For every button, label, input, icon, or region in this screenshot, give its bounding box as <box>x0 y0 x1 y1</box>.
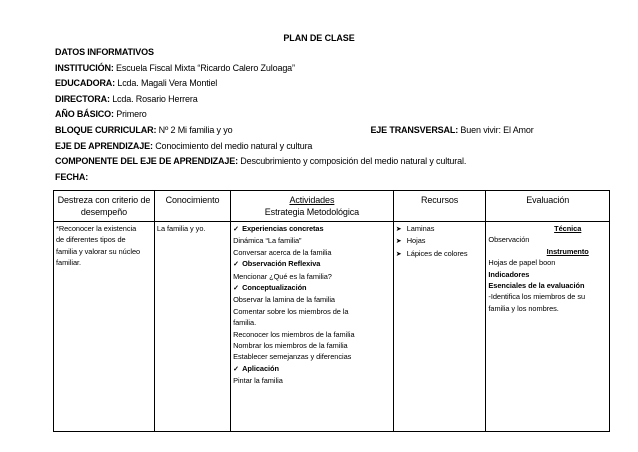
activity-heading-text: Experiencias concretas <box>242 224 324 233</box>
componente-value: Descubrimiento y composición del medio natural y cultural. <box>237 156 467 167</box>
header-destreza: Destreza con criterio de desempeño <box>54 191 155 222</box>
anio-value: Primero <box>113 109 147 120</box>
bloque-line <box>55 123 615 139</box>
educadora-line <box>55 76 615 92</box>
activity-line: Establecer semejanzas y diferencias <box>233 352 352 362</box>
cell-destreza <box>54 222 155 432</box>
activity-line: Comentar sobre los miembros de la <box>233 306 349 316</box>
activity-heading <box>233 363 391 375</box>
anio-label: AÑO BÁSICO: <box>55 109 114 120</box>
datos-label: DATOS INFORMATIVOS <box>55 47 154 57</box>
institucion-value: Escuela Fiscal Mixta “Ricardo Calero Zuloaga” <box>113 62 295 73</box>
directora-value: Lcda. Rosario Herrera <box>109 93 198 104</box>
recurso-text: Hojas <box>406 236 426 246</box>
eval-indicadores: Indicadores <box>488 269 530 279</box>
componente-label: COMPONENTE DEL EJE DE APRENDIZAJE: <box>55 156 238 167</box>
fecha-line <box>55 170 615 186</box>
activity-line: Conversar acerca de la familia <box>233 247 332 257</box>
header-conocimiento: Conocimiento <box>154 191 230 222</box>
checkmark-icon: ✓ <box>233 226 239 233</box>
page-title: PLAN DE CLASE <box>283 33 355 43</box>
bloque-label: BLOQUE CURRICULAR: <box>55 124 157 135</box>
activity-heading-text: Aplicación <box>242 363 279 373</box>
recurso-item <box>396 223 484 235</box>
cell-evaluacion <box>486 222 610 432</box>
cell-actividades <box>231 222 394 432</box>
eje-transversal-label: EJE TRANSVERSAL: <box>370 124 459 135</box>
directora-label: DIRECTORA: <box>55 93 110 104</box>
activity-line: Mencionar ¿Qué es la familia? <box>233 271 332 281</box>
eje-aprendizaje-line <box>55 139 615 155</box>
eval-observacion: Observación <box>488 235 530 245</box>
conocimiento-text: La familia y yo. <box>156 224 206 233</box>
info-block <box>55 45 615 185</box>
eval-identifica-1: -Identifica los miembros de su <box>488 292 586 302</box>
institucion-line <box>55 61 615 77</box>
plan-table <box>53 190 610 432</box>
destreza-line: de diferentes tipos de <box>56 235 126 245</box>
bloque-value: Nº 2 Mi familia y yo <box>156 124 233 135</box>
activity-line: Dinámica “La familia” <box>233 236 302 246</box>
activity-heading-text: Conceptualización <box>242 283 307 293</box>
header-actividades-subtitle: Estrategia Metodológica <box>264 207 360 217</box>
activity-heading <box>233 258 391 270</box>
arrow-bullet-icon: ➤ <box>395 250 402 258</box>
componente-line <box>55 154 615 170</box>
table-row <box>54 222 610 432</box>
eje-aprendizaje-label: EJE DE APRENDIZAJE: <box>55 140 153 151</box>
header-evaluacion: Evaluación <box>486 191 610 222</box>
educadora-value: Lcda. Magali Vera Montiel <box>115 78 218 89</box>
activity-heading <box>233 223 391 235</box>
header-recursos: Recursos <box>393 191 486 222</box>
educadora-label: EDUCADORA: <box>55 78 115 89</box>
activity-heading <box>233 282 391 294</box>
checkmark-icon: ✓ <box>233 285 239 293</box>
recurso-item <box>396 235 484 247</box>
eval-instrumento: Instrumento <box>546 246 589 256</box>
destreza-line: *Reconocer la existencia <box>56 224 137 233</box>
cell-conocimiento <box>154 222 230 432</box>
eval-hojas: Hojas de papel boon <box>488 258 556 268</box>
eje-transversal-value: Buen vivir: El Amor <box>458 124 534 135</box>
checkmark-icon: ✓ <box>233 261 239 269</box>
activity-heading-text: Observación Reflexiva <box>242 259 321 269</box>
activity-line: Observar la lamina de la familia <box>233 295 335 305</box>
recurso-text: Laminas <box>406 224 435 233</box>
checkmark-icon: ✓ <box>233 365 239 373</box>
fecha-label: FECHA: <box>55 171 89 182</box>
destreza-line: familiar. <box>56 258 82 268</box>
cell-recursos <box>393 222 486 432</box>
activity-line: Nombrar los miembros de la familia <box>233 341 348 351</box>
recurso-item <box>396 248 484 260</box>
eval-tecnica: Técnica <box>554 224 582 233</box>
activity-line: Pintar la familia <box>233 376 283 386</box>
activity-line: familia. <box>233 318 257 328</box>
arrow-bullet-icon: ➤ <box>395 238 402 246</box>
activity-line: Reconocer los miembros de la familia <box>233 329 355 339</box>
eval-esenciales: Esenciales de la evaluación <box>488 281 585 291</box>
arrow-bullet-icon: ➤ <box>395 226 402 233</box>
table-header-row <box>54 191 610 222</box>
directora-line <box>55 92 615 108</box>
institucion-label: INSTITUCIÓN: <box>55 62 114 73</box>
header-actividades <box>231 191 394 222</box>
destreza-line: familia y valorar su núcleo <box>56 246 141 256</box>
eje-aprendizaje-value: Conocimiento del medio natural y cultura <box>152 140 313 151</box>
anio-line <box>55 107 615 123</box>
recurso-text: Lápices de colores <box>406 248 468 258</box>
datos-informativos-line <box>55 45 615 61</box>
eval-identifica-2: familia y los nombres. <box>488 303 559 313</box>
header-actividades-title: Actividades <box>289 195 335 205</box>
